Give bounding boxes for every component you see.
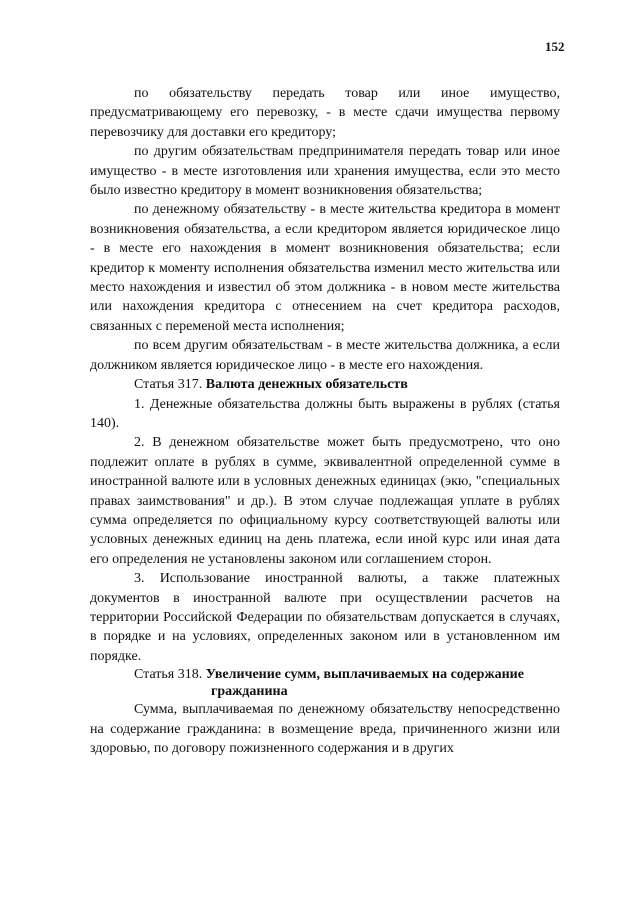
article-318-heading bbox=[90, 666, 560, 700]
article-317-paragraph-2: 2. В денежном обязательстве может быть предусмотрено, что оно подлежит оплате в рублях в сумме, эквивалентной определенной сумме в иностранной валюте или в условных денежных единицах (экю, "специальных правах заимствования" и др.). В этом случае подлежащая уплате в рублях сумма определяется по официальному курсу соответствующей валюты или условных денежных единиц на день платежа, если иной курс или иная дата его определения не установлены законом или соглашением сторон. bbox=[90, 435, 560, 567]
page-number: 152 bbox=[545, 39, 565, 54]
article-317-paragraph-1: 1. Денежные обязательства должны быть выражены в рублях (статья 140). bbox=[90, 396, 560, 431]
article-318-label: Статья 318. bbox=[134, 667, 203, 683]
article-316-item-4: по всем другим обязательствам - в месте жительства должника, а если должником является юридическое лицо - в месте его нахождения. bbox=[90, 338, 560, 373]
article-318-title: Увеличение сумм, выплачиваемых на содержание bbox=[205, 667, 524, 683]
article-316-item-1: по обязательству передать товар или иное имущество, предусматривающему его перевозку, - в месте сдачи имущества первому перевозчику для доставки его кредитору; bbox=[90, 86, 560, 140]
article-317-title: Валюта денежных обязательств bbox=[205, 377, 408, 393]
article-318-paragraph-1: Сумма, выплачиваемая по денежному обязательству непосредственно на содержание гражданина: в возмещение вреда, причиненного жизни или здоровью, по договору пожизненного содержания и в других bbox=[90, 702, 560, 756]
page-body bbox=[90, 84, 560, 758]
article-317-label: Статья 317. bbox=[134, 377, 203, 393]
article-317-paragraph-3: 3. Использование иностранной валюты, а также платежных документов в иностранной валюте при осуществлении расчетов на территории Российской Федерации по обязательствам допускается в случаях, в порядке и на условиях, определенных законом или в установленном им порядке. bbox=[90, 571, 560, 664]
article-317-heading bbox=[90, 375, 560, 394]
article-316-item-3: по денежному обязательству - в месте жительства кредитора в момент возникновения обязательства, а если кредитором является юридическое лицо - в месте его нахождения в момент возникновения обязательства; если кредитор к моменту исполнения обязательства изменил место жительства или место нахождения и известил об этом должника - в новом месте жительства или нахождения кредитора с отнесением на счет кредитора расходов, связанных с переменой места исполнения; bbox=[90, 202, 560, 334]
article-318-title-continued: гражданина bbox=[211, 684, 288, 700]
article-316-item-2: по другим обязательствам предпринимателя передать товар или иное имущество - в месте изготовления или хранения имущества, если это место было известно кредитору в момент возникновения обязательства; bbox=[90, 144, 560, 199]
